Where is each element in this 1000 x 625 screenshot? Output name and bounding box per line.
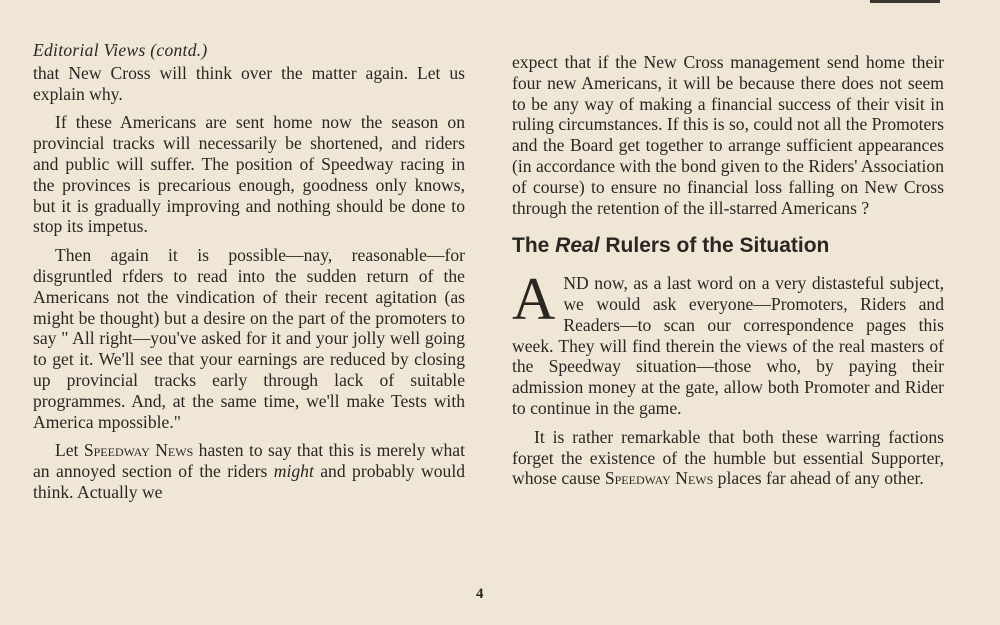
right-paragraph-3 [512, 427, 944, 489]
right-paragraph-1: expect that if the New Cross management send home their four new Americans, it will be because there does not seem to be any way of making a financial success of their visit in ruling circumstances. If this is so, could not all the Promoters and the Board get together to arrange sufficient appearances (in accordance with the bond given to the Riders' Association of course) to ensure no financial loss falling on New Cross through the retention of the ill-starred Americans ? [512, 52, 944, 218]
right-paragraph-2-text: ND now, as a last word on a very distasteful subject, we would ask everyone—Promoters, Riders and Readers—to scan our correspondence pages this week. They will find therein the views of the real masters of the Speedway situation—those who, by paying their admission money at the gate, allow both Promoter and Rider to continue in the game. [512, 273, 944, 418]
para4-emphasis: might [273, 461, 314, 482]
right-paragraph-2 [512, 266, 944, 419]
right-column [512, 52, 944, 489]
section-subhead: Editorial Views (contd.) [33, 40, 208, 60]
left-paragraph-4 [33, 440, 465, 502]
para3-text-a: It is rather remarkable that both these warring factions forget the existence of the humble but essential Supporter, whose cause [512, 426, 944, 489]
page-number: 4 [476, 586, 484, 602]
publication-name: Speedway News [83, 440, 194, 461]
heading-post: Rulers of the Situation [599, 234, 830, 258]
para4-text-a: Let [55, 440, 84, 461]
top-rule [870, 0, 940, 3]
left-paragraph-2: If these Americans are sent home now the season on provincial tracks will necessarily be shortened, and riders and public will suffer. The position of Speedway racing in the provinces is precarious enough, goodness only knows, but it is gradually improving and nothing should be done to stop its impetus. [33, 112, 465, 237]
heading-pre: The [512, 234, 556, 258]
left-paragraph-3: Then again it is possible—nay, reasonable—for disgruntled rfders to read into the sudden return of the Americans not the vindication of their recent agitation (as might be thought) but a desire on the part of the promoters to say " All right—you've asked for it and your jolly well going to get it. We'll see that your earnings are reduced by closing up provincial tracks early through lack of suitable programmes. And, at the same time, we'll make Tests with America mpossible." [33, 245, 465, 432]
heading-emphasis: Real [555, 234, 600, 258]
para3-text-b: places far ahead of any other. [713, 468, 924, 489]
drop-cap: A [512, 266, 556, 333]
left-column [33, 40, 465, 503]
para4-text-c: and probably would think. Actually we [33, 461, 465, 502]
para4-text-b: hasten to say that this is merely what an annoyed section of the riders [33, 440, 465, 482]
article-heading [512, 236, 944, 257]
publication-name: Speedway News [604, 468, 714, 489]
left-paragraph-1: that New Cross will think over the matter again. Let us explain why. [33, 62, 465, 104]
